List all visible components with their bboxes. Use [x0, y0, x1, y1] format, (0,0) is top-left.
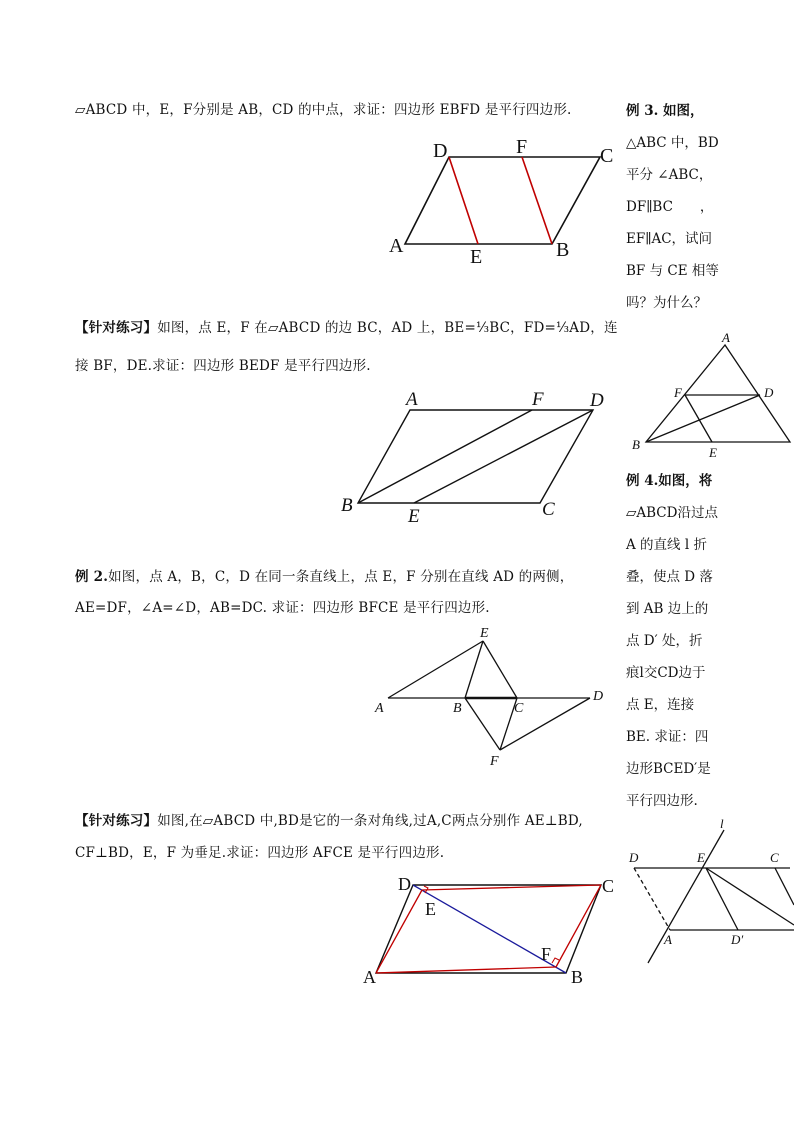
problem1-text: ▱ABCD 中，E，F分别是 AB，CD 的中点，求证：四边形 EBFD 是平行四边形.	[75, 102, 572, 118]
label-F: F	[490, 754, 499, 769]
example4-line: 例 4.如图，将	[626, 473, 713, 489]
label-D: D	[629, 850, 639, 865]
practice-tag: 【针对练习】	[75, 320, 158, 336]
label-B: B	[341, 495, 353, 516]
practice2-line2: CF⊥BD，E，F 为垂足.求证：四边形 AFCE 是平行四边形.	[75, 845, 445, 861]
label-A: A	[363, 967, 376, 987]
label-C: C	[542, 499, 555, 520]
example3-line: 吗？为什么？	[626, 295, 707, 311]
example2-tag: 例 2.	[75, 569, 109, 585]
label-l: l	[720, 816, 724, 831]
example3-line: 平分 ∠ABC，	[626, 167, 713, 183]
label-E: E	[408, 506, 420, 527]
label-E: E	[480, 626, 489, 641]
label-C: C	[600, 145, 614, 167]
label-C: C	[514, 701, 524, 716]
example3-line: BF 与 CE 相等	[626, 263, 719, 279]
practice2-text: 如图,在▱ABCD 中,BD是它的一条对角线,过A,C两点分别作 AE⊥BD,	[157, 813, 583, 829]
label-D: D	[433, 140, 448, 162]
label-E: E	[425, 899, 436, 919]
example4-line: 痕l交CD边于	[626, 665, 706, 681]
label-E: E	[697, 850, 705, 865]
practice-tag: 【针对练习】	[75, 813, 158, 829]
example4-line: A 的直线 l 折	[626, 537, 707, 553]
label-A: A	[406, 389, 418, 410]
label-B: B	[632, 437, 640, 452]
label-B: B	[571, 967, 584, 987]
example4-line: 边形BCED′是	[626, 761, 711, 777]
example4-line: 点 D′ 处，折	[626, 633, 703, 649]
example4-line: 叠，使点 D 落	[626, 569, 713, 585]
example4-line: 到 AB 边上的	[626, 601, 709, 617]
label-D: D	[590, 390, 604, 411]
label-D-prime: D′	[731, 932, 744, 947]
example4-line: 平行四边形.	[626, 793, 698, 809]
example4-line: ▱ABCD沿过点	[626, 505, 718, 521]
label-F: F	[674, 385, 682, 400]
label-D: D	[764, 385, 774, 400]
label-C: C	[602, 876, 615, 896]
example3-line: △ABC 中，BD	[626, 135, 719, 151]
practice1-line2: 接 BF，DE.求证：四边形 BEDF 是平行四边形.	[75, 358, 371, 374]
label-D: D	[593, 689, 604, 704]
label-E: E	[470, 246, 483, 268]
example3-line: 例 3. 如图，	[626, 103, 704, 119]
label-A: A	[375, 701, 384, 716]
example3-line: DF∥BC ，	[626, 199, 714, 215]
label-F: F	[541, 944, 552, 964]
label-B: B	[556, 239, 570, 261]
label-F: F	[532, 389, 544, 410]
example4-line: BE. 求证：四	[626, 729, 709, 745]
label-E: E	[709, 445, 717, 460]
label-A: A	[664, 932, 672, 947]
example4-line: 点 E，连接	[626, 697, 695, 713]
example2-text: 如图，点 A，B，C，D 在同一条直线上，点 E，F 分别在直线 AD 的两侧，	[108, 569, 574, 585]
practice1-text: 如图，点 E，F 在▱ABCD 的边 BC，AD 上，BE=⅓BC，FD=⅓AD，连	[157, 320, 618, 336]
example3-line: EF∥AC，试问	[626, 231, 713, 247]
label-C: C	[770, 850, 779, 865]
label-B: B	[453, 701, 462, 716]
example2-line2: AE=DF，∠A=∠D，AB=DC. 求证：四边形 BFCE 是平行四边形.	[75, 600, 490, 616]
label-A: A	[389, 235, 404, 257]
label-A: A	[722, 330, 730, 345]
label-D: D	[398, 874, 411, 894]
label-F: F	[516, 136, 528, 158]
